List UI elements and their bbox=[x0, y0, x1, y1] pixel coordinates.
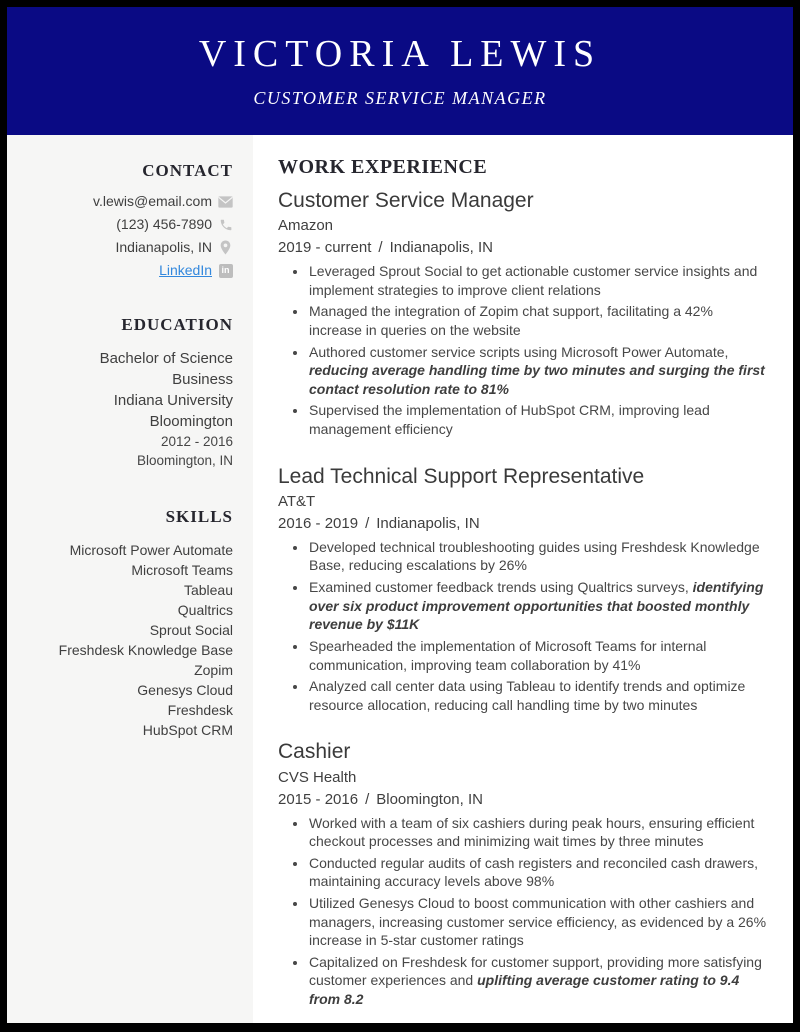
job-company: AT&T bbox=[278, 492, 316, 510]
job-company: CVS Health bbox=[278, 768, 357, 786]
skill-item: Microsoft Power Automate bbox=[69, 542, 233, 558]
bullet-item bbox=[308, 538, 769, 575]
job-bullets bbox=[278, 538, 769, 714]
resume-page bbox=[7, 7, 793, 1023]
job-dates: 2019 - current bbox=[278, 239, 372, 257]
contact-label: Indianapolis, IN bbox=[115, 239, 212, 255]
job-dates: 2015 - 2016 bbox=[278, 790, 359, 808]
skill-item: Qualtrics bbox=[177, 602, 233, 618]
job-location: Indianapolis, IN bbox=[389, 239, 493, 257]
education-school bbox=[17, 390, 233, 432]
contact-list bbox=[17, 194, 233, 278]
education-school-line: Bloomington bbox=[149, 413, 233, 430]
person-name: VICTORIA LEWIS bbox=[198, 33, 602, 75]
bullet-emphasis-text: uplifting average customer rating to 9.4 from 8.2 bbox=[309, 972, 740, 1008]
job-bullets bbox=[278, 262, 769, 438]
skill-item: HubSpot CRM bbox=[142, 722, 233, 738]
contact-item bbox=[17, 240, 233, 255]
bullet-text: Spearheaded the implementation of Microsoft Teams for internal communication, improving team collaboration by 41% bbox=[309, 637, 707, 673]
skills-list bbox=[17, 540, 233, 740]
bullet-item bbox=[308, 814, 769, 851]
phone-icon bbox=[218, 217, 233, 232]
education-dates: 2012 - 2016 bbox=[160, 434, 233, 449]
skill-item: Microsoft Teams bbox=[131, 562, 233, 578]
job-location: Indianapolis, IN bbox=[376, 514, 480, 532]
skill-item: Freshdesk bbox=[167, 702, 233, 718]
jobs-list bbox=[278, 188, 769, 1009]
contact-link[interactable]: LinkedIn bbox=[159, 262, 212, 278]
contact-label: (123) 456-7890 bbox=[116, 216, 212, 232]
bullet-text: Leveraged Sprout Social to get actionable customer service insights and implement strategies to improve client relations bbox=[309, 263, 758, 298]
contact-item bbox=[17, 217, 233, 232]
education-heading: EDUCATION bbox=[121, 315, 233, 334]
location-icon bbox=[218, 240, 233, 255]
bullet-text: Examined customer feedback trends using Qualtrics surveys, bbox=[309, 579, 693, 596]
bullet-text: Supervised the implementation of HubSpot CRM, improving lead management efficiency bbox=[309, 402, 710, 438]
job-dateline bbox=[278, 791, 769, 808]
bullet-item bbox=[308, 262, 769, 299]
skills-section bbox=[17, 507, 233, 740]
sidebar bbox=[7, 135, 253, 1023]
contact-section bbox=[17, 161, 233, 278]
contact-label: v.lewis@email.com bbox=[93, 193, 212, 209]
bullet-item bbox=[308, 401, 769, 438]
skill-item: Zopim bbox=[194, 662, 233, 678]
date-location-separator: / bbox=[365, 514, 370, 532]
work-experience-column bbox=[253, 135, 793, 1023]
education-school-line: Indiana University bbox=[113, 392, 233, 409]
bullet-item bbox=[308, 953, 769, 1009]
contact-heading: CONTACT bbox=[142, 161, 233, 180]
job-entry bbox=[278, 739, 769, 1008]
job-dateline bbox=[278, 239, 769, 256]
bullet-text: Capitalized on Freshdesk for customer support, providing more satisfying customer experiences and bbox=[309, 953, 762, 989]
job-bullets bbox=[278, 814, 769, 1009]
bullet-item bbox=[308, 894, 769, 950]
bullet-item bbox=[308, 637, 769, 674]
education-degree-line: Business bbox=[172, 371, 233, 388]
bullet-text: Developed technical troubleshooting guides using Freshdesk Knowledge Base, reducing escalations by 26% bbox=[309, 538, 760, 574]
bullet-item bbox=[308, 677, 769, 714]
linkedin-icon: in bbox=[218, 263, 233, 278]
job-dateline bbox=[278, 515, 769, 532]
bullet-text: Analyzed call center data using Tableau to identify trends and optimize resource allocation, reducing call handling time by two minutes bbox=[309, 678, 746, 713]
bullet-item bbox=[308, 343, 769, 399]
bullet-text: Managed the integration of Zopim chat support, facilitating a 42% increase in queries on the website bbox=[309, 303, 713, 339]
bullet-emphasis-text: reducing average handling time by two minutes and surging the first contact resolution rate to 81% bbox=[309, 362, 765, 397]
job-title: Lead Technical Support Representative bbox=[278, 464, 645, 488]
person-job-title: CUSTOMER SERVICE MANAGER bbox=[253, 87, 547, 108]
resume-body bbox=[7, 135, 793, 1023]
bullet-text: Utilized Genesys Cloud to boost communication with other cashiers and managers, increasing customer service efficiency, as evidenced by a 26% increase in 5-star customer ratings bbox=[309, 894, 767, 949]
bullet-text: Worked with a team of six cashiers during peak hours, ensuring efficient checkout processes and minimizing wait times by three minutes bbox=[309, 814, 755, 850]
skill-item: Sprout Social bbox=[149, 622, 233, 638]
contact-item bbox=[17, 194, 233, 209]
bullet-item bbox=[308, 854, 769, 891]
contact-item bbox=[17, 263, 233, 278]
bullet-emphasis-text: identifying over six product improvement opportunities that boosted monthly revenue by $11K bbox=[309, 579, 764, 633]
bullet-item bbox=[308, 302, 769, 339]
job-title: Customer Service Manager bbox=[278, 189, 534, 212]
work-experience-heading: WORK EXPERIENCE bbox=[278, 156, 488, 178]
education-degree bbox=[17, 348, 233, 390]
education-degree-line: Bachelor of Science bbox=[99, 350, 233, 367]
bullet-item bbox=[308, 578, 769, 634]
education-location: Bloomington, IN bbox=[136, 453, 233, 468]
skill-item: Tableau bbox=[183, 582, 233, 598]
bullet-text: Conducted regular audits of cash registers and reconciled cash drawers, maintaining accuracy levels above 98% bbox=[309, 854, 759, 890]
job-dates: 2016 - 2019 bbox=[278, 514, 359, 532]
bullet-text: Authored customer service scripts using Microsoft Power Automate, bbox=[309, 343, 729, 360]
skill-item: Genesys Cloud bbox=[137, 682, 233, 698]
education-section bbox=[17, 315, 233, 470]
resume-header bbox=[7, 7, 793, 135]
job-title: Cashier bbox=[278, 740, 351, 764]
envelope-icon bbox=[218, 194, 233, 209]
date-location-separator: / bbox=[365, 790, 370, 808]
skill-item: Freshdesk Knowledge Base bbox=[58, 642, 233, 658]
job-company: Amazon bbox=[278, 217, 334, 235]
skills-heading: SKILLS bbox=[165, 507, 233, 526]
job-entry bbox=[278, 464, 769, 715]
job-location: Bloomington, IN bbox=[376, 790, 483, 808]
date-location-separator: / bbox=[378, 239, 383, 257]
job-entry bbox=[278, 188, 769, 439]
